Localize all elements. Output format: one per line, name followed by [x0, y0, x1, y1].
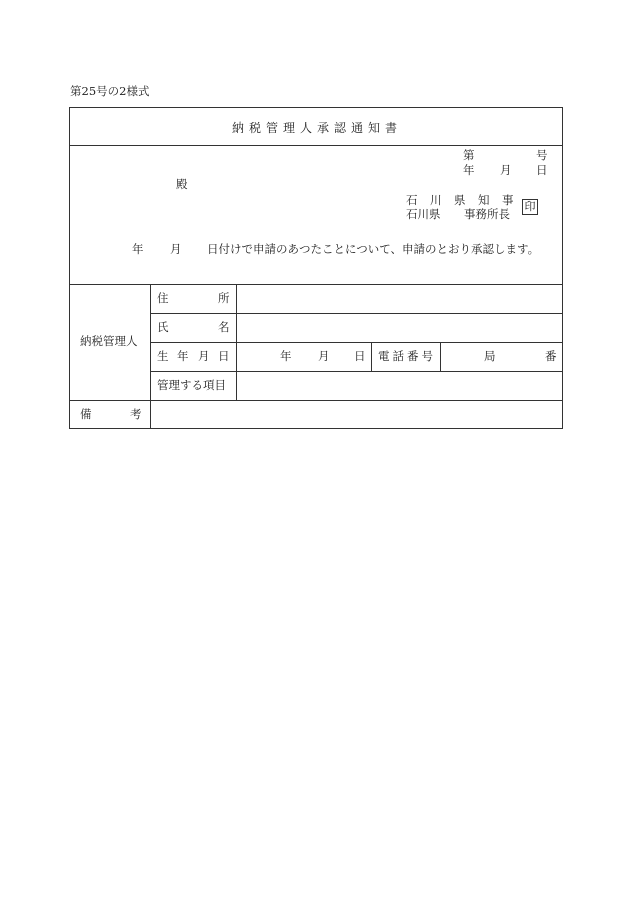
number-prefix: 第	[463, 148, 475, 162]
address-label-right: 所	[218, 291, 230, 305]
issuer-office-head: 事務所長	[464, 207, 510, 221]
date-month-label: 月	[500, 163, 512, 177]
title-divider	[70, 145, 562, 146]
remarks-label-right: 考	[130, 407, 142, 421]
birth-label-char-3: 月	[198, 349, 210, 363]
tax-agent-group-label: 納税管理人	[80, 334, 138, 348]
row-divider	[150, 342, 562, 343]
issuer-char-4: 知	[478, 193, 490, 207]
name-label-right: 名	[218, 320, 230, 334]
name-label-left: 氏	[157, 320, 169, 334]
date-day-label: 日	[536, 163, 548, 177]
label-column-line	[236, 284, 237, 400]
group-column-line	[150, 284, 151, 428]
birth-label-char-4: 日	[218, 349, 230, 363]
seal-mark-icon: 印	[522, 199, 538, 215]
birth-month-unit: 月	[318, 349, 330, 363]
statement-month: 月	[170, 242, 182, 256]
phone-value-line	[440, 342, 441, 371]
number-suffix: 号	[536, 148, 548, 162]
table-top-line	[70, 284, 562, 285]
issuer-char-5: 事	[502, 193, 514, 207]
issuer-char-2: 川	[430, 193, 442, 207]
approval-statement: 日付けで申請のあつたことについて、申請のとおり承認します。	[207, 242, 540, 256]
birth-label-char-2: 年	[177, 349, 189, 363]
birth-year-unit: 年	[280, 349, 292, 363]
phone-label: 電話番号	[378, 349, 436, 363]
row-divider	[150, 313, 562, 314]
form-title: 納税管理人承認通知書	[231, 121, 402, 135]
managed-items-label: 管理する項目	[157, 378, 226, 392]
phone-exchange-unit: 局	[484, 349, 496, 363]
birth-day-unit: 日	[354, 349, 366, 363]
addressee-suffix: 殿	[176, 177, 188, 191]
statement-year: 年	[132, 242, 144, 256]
phone-number-unit: 番	[545, 349, 557, 363]
issuer-char-3: 県	[454, 193, 466, 207]
remarks-divider	[70, 400, 562, 401]
birth-label-char-1: 生	[157, 349, 169, 363]
phone-column-line	[371, 342, 372, 371]
issuer-char-1: 石	[406, 193, 418, 207]
notice-form	[69, 107, 563, 429]
remarks-label-left: 備	[80, 407, 92, 421]
date-year-label: 年	[463, 163, 475, 177]
issuer-prefecture: 石川県	[406, 207, 441, 221]
address-label-left: 住	[157, 291, 169, 305]
row-divider	[150, 371, 562, 372]
form-number-label: 第25号の2様式	[70, 84, 150, 98]
